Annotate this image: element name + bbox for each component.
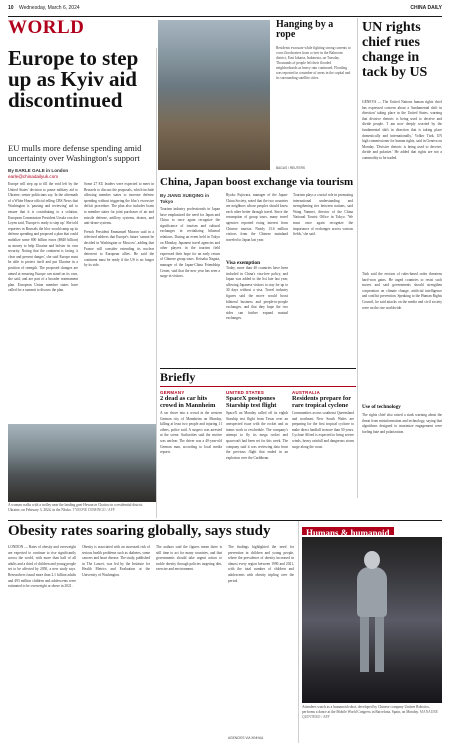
humans-title: Humans & humanoid bbox=[302, 527, 394, 535]
china-japan-body-1: Tourism industry professionals in Japan have emphasized the need for Japan and China to once again recognize the significance of tourism and cultural exchanges in revitalizing bilateral relations. During an event held in Tokyo on Monday, Japanese travel agencies and other players in the tourism field expressed their hope for an early return of Chinese group tours. Keisaku Nagata, manager of the Japan-China Friendship Center, said that the new year has seen a surge in visitors. bbox=[160, 207, 220, 279]
lead-body-col2 bbox=[84, 182, 154, 420]
section-title: WORLD bbox=[8, 17, 85, 38]
hanging-title: Hanging by a rope bbox=[276, 20, 334, 40]
brief-2-headline: SpaceX postpones Starship test flight bbox=[226, 395, 277, 409]
brief-2-text: SpaceX on Monday called off its eighth Starship test flight from Texas over an unexpected issue with the rocket and as teams work to reschedule. The company's attempt to fly its mega rocket and spacecraft had been set for this week. The company said it was reviewing data from the previous flight that ended in an explosion over the Caribbean. bbox=[226, 411, 288, 460]
china-japan-headline: China, Japan boost exchange via tourism bbox=[160, 176, 354, 188]
china-japan-body-2: Ryoko Fujiwara, manager of the Japan-China Society, noted that the two countries are neighbors whose peoples should know each other better through travel. Since the resumption of group tours, many travel agencies reported rising interest from Chinese tourists. Nearly 13.6 million visitors from the Chinese mainland traveled to Japan last year. bbox=[226, 193, 288, 242]
brief-2-kicker: UNITED STATES bbox=[226, 390, 265, 395]
obesity-body-3: The authors said the figures mean there is still time to act for many countries, and that governments should take urgent action to tackle obesity through policies targeting diet, exercise and environment. bbox=[156, 545, 222, 572]
obesity-body-4: The findings highlighted the need for prevention in children and young people, where the prevalence of obesity increased in almost every region between 1990 and 2021, with the total number of children and adolescents with obesity tripling over the period. bbox=[228, 545, 294, 583]
un-body-2: Türk said the erosion of rules-based order threatens hard-won gains. He urged countries to resist such moves and said governments should strengthen cooperation on climate change, artificial intelligence and conflict prevention. Speaking to the Human Rights Council, he said attacks on the media and civil society were on the rise worldwide. bbox=[362, 272, 442, 310]
un-body-1: GENEVA — The United Nations human rights chief has expressed concern about a 'fundamental shift in direction' taking place in the United States, warning that divisive rhetoric is being used to deceive and divide people. 'I am now deeply worried by the fundamental shift in direction that is taking place domestically and internationally,' Volker Türk, UN high commissioner for human rights, said in Geneva on Monday. 'Divisive rhetoric is being used to deceive, divide and polarize.' He added that rights are not a commodity to be traded. bbox=[362, 100, 442, 160]
hanging-photo bbox=[158, 20, 270, 170]
china-japan-body-3: Today, more than 40 countries have been included in China's visa-free policy, and Japan was added to the list late last year, allowing Japanese visitors to stay for up to 30 days without a visa. Travel industry figures said the move would boost bilateral business and people-to-people exchanges, and that they hope the two sides can further expand mutual exchanges. bbox=[226, 266, 288, 321]
obesity-body-1: LONDON — Rates of obesity and overweight are expected to continue to rise significantly across the world, with more than half of all adults and a third of children and young people set to be affected by 2050, a new study says. Researchers found more than 2.1 billion adults and 493 million children and adolescents were estimated to be overweight or obese in 2021. bbox=[8, 545, 76, 589]
lead-body-p3: French President Emmanuel Macron said in a televised address that Europe's future 'cannot be decided in Washington or Moscow', adding that France will consider extending its nuclear deterrent to European allies. He said the continent must be ready if the US is no longer by its side. bbox=[84, 229, 154, 268]
china-japan-col2-lower bbox=[226, 260, 288, 365]
lead-photo bbox=[8, 424, 156, 502]
page-number: 10 bbox=[8, 5, 14, 11]
page-date: Wednesday, March 6, 2024 bbox=[18, 5, 80, 11]
publication-name: CHINA DAILY bbox=[410, 5, 442, 11]
brief-1-headline: 2 dead as car hits crowd in Mannheim bbox=[160, 395, 216, 409]
lead-body-col1 bbox=[8, 182, 78, 420]
lead-photo-credit: TYRONE DOMINGO / AFP bbox=[72, 508, 115, 512]
china-japan-body-4: Tourism plays a crucial role in promoting international understanding and strengthening ties between nations, said Wang Yanmei, director of the China National Tourist Office in Tokyo. 'We must once again recognize the importance of exchanges across various fields,' she said. bbox=[293, 193, 353, 237]
lead-headline: Europe to step up as Kyiv aid discontinued bbox=[8, 48, 139, 112]
brief-3-text: Communities across southeast Queensland and northeast New South Wales are preparing for the first tropical cyclone to make direct landfall in more than 50 years. Cyclone Alfred is expected to bring severe winds, heavy rainfall and dangerous storm surge along the coast. bbox=[292, 411, 354, 449]
un-headline: UN rights chief rues change in tack by US bbox=[362, 20, 428, 80]
humans-header bbox=[302, 523, 442, 535]
hanging-text: Residents evacuate while fighting strong currents to cross floodwaters from a river in the Bahroom district, East Jakarta, Indonesia, on Tuesday. Thousands of people left their flooded neighborhoods as heavy rain continued. Flooding was reported in a number of areas in the capital and its surrounding satellite cities. bbox=[276, 46, 351, 80]
obesity-body-2: Obesity is associated with an increased risk of serious health problems such as diabetes, some cancers and heart disease. The study, published in The Lancet, was led by the Institute for Health Metrics and Evaluation at the University of Washington. bbox=[82, 545, 150, 577]
brief-item-3 bbox=[292, 390, 354, 502]
brief-1-text: A car drove into a crowd in the western German city of Mannheim on Monday, killing at least two people and injuring 11 others, police said. A suspect was arrested at the scene. Authorities said the motive was unclear. The driver was a 40-year-old German man, according to local media reports. bbox=[160, 411, 222, 455]
brief-3-headline: Residents prepare for rare tropical cyclone bbox=[292, 395, 351, 409]
brief-3-kicker: AUSTRALIA bbox=[292, 390, 321, 395]
un-subhead: Use of technology bbox=[362, 404, 401, 410]
brief-item-1 bbox=[160, 390, 222, 502]
humans-photo bbox=[302, 537, 442, 703]
un-body-3: The rights chief also raised a stark warning about the threat from misinformation and technology, saying that algorithms designed to maximize engagement were fueling hate and polarization. bbox=[362, 413, 442, 434]
lead-photo-caption bbox=[8, 503, 156, 515]
obesity-credit: AGENCIES VIA XINHUA bbox=[228, 736, 264, 740]
hanging-credit: BAGUS / REUTERS bbox=[276, 166, 306, 170]
lead-byline-email: earle@chinadailyuk.com bbox=[8, 174, 59, 179]
lead-body-p2: Some 27 EU leaders were expected to meet in Brussels to discuss the proposals, which include allowing member states to increase defense spending without triggering the bloc's excessive deficit procedure. The plan also includes loans to member states for joint purchases of air and missile defense, artillery systems, drones, and anti-drone systems. bbox=[84, 182, 154, 226]
lead-byline bbox=[8, 168, 154, 180]
china-japan-subhead: Visa exemption bbox=[226, 260, 260, 266]
lead-byline-name: By EARLE GALE in London bbox=[8, 168, 69, 173]
china-japan-byline-name: By JIANG XUEQING in Tokyo bbox=[160, 193, 210, 204]
brief-item-2 bbox=[226, 390, 288, 502]
obesity-headline: Obesity rates soaring globally, says study bbox=[8, 523, 271, 539]
briefly-title: Briefly bbox=[160, 370, 196, 384]
china-japan-byline bbox=[160, 193, 220, 205]
humans-credit: MANAURE QUINTERO / AFP bbox=[302, 710, 438, 719]
page-header bbox=[8, 5, 442, 15]
lead-deck: EU mulls more defense spending amid uncertainty over Washington's support bbox=[8, 143, 142, 163]
lead-body-p1: Europe will step up to fill the void left by the United States' decision to pause military aid to Ukraine, senior politicians say. In the aftermath of a White House official telling CBS News that Washington is 'pausing and reviewing' aid to ensure that it is contributing to a solution, European Commission President Ursula von der Leyen said, 'Europe is ready to step up.' She told reporters in Brussels the bloc would ramp up its defense spending and proposed a plan that could mobilize some 800 billion euros ($840 billion) as money to help Ukraine and bolster its own security. Noting that the continent is facing 'a clear and present danger', she said Europe must be able to protect itself and put Ukraine in a position of strength. The proposed changes are aimed at ensuring Europe can stand on its own, she said, and are part of a broader rearmament plan. European Union member states have called for a summit to discuss the plan. bbox=[8, 182, 78, 293]
humans-caption: Attendees watch as a humanoid robot, developed by Chinese company Unitree Robotics, performs a dance at the Mobile World Congress in Barcelona, Spain, on Monday. bbox=[302, 705, 430, 714]
humans-caption-block bbox=[302, 705, 442, 743]
brief-1-kicker: GERMANY bbox=[160, 390, 185, 395]
lead-photo-caption-text: A woman walks with a trolley near the landing gear Hewan in Chattoo in a residential district. Ukraine, on February 3, 2024, in the Nbcko. bbox=[8, 503, 144, 512]
